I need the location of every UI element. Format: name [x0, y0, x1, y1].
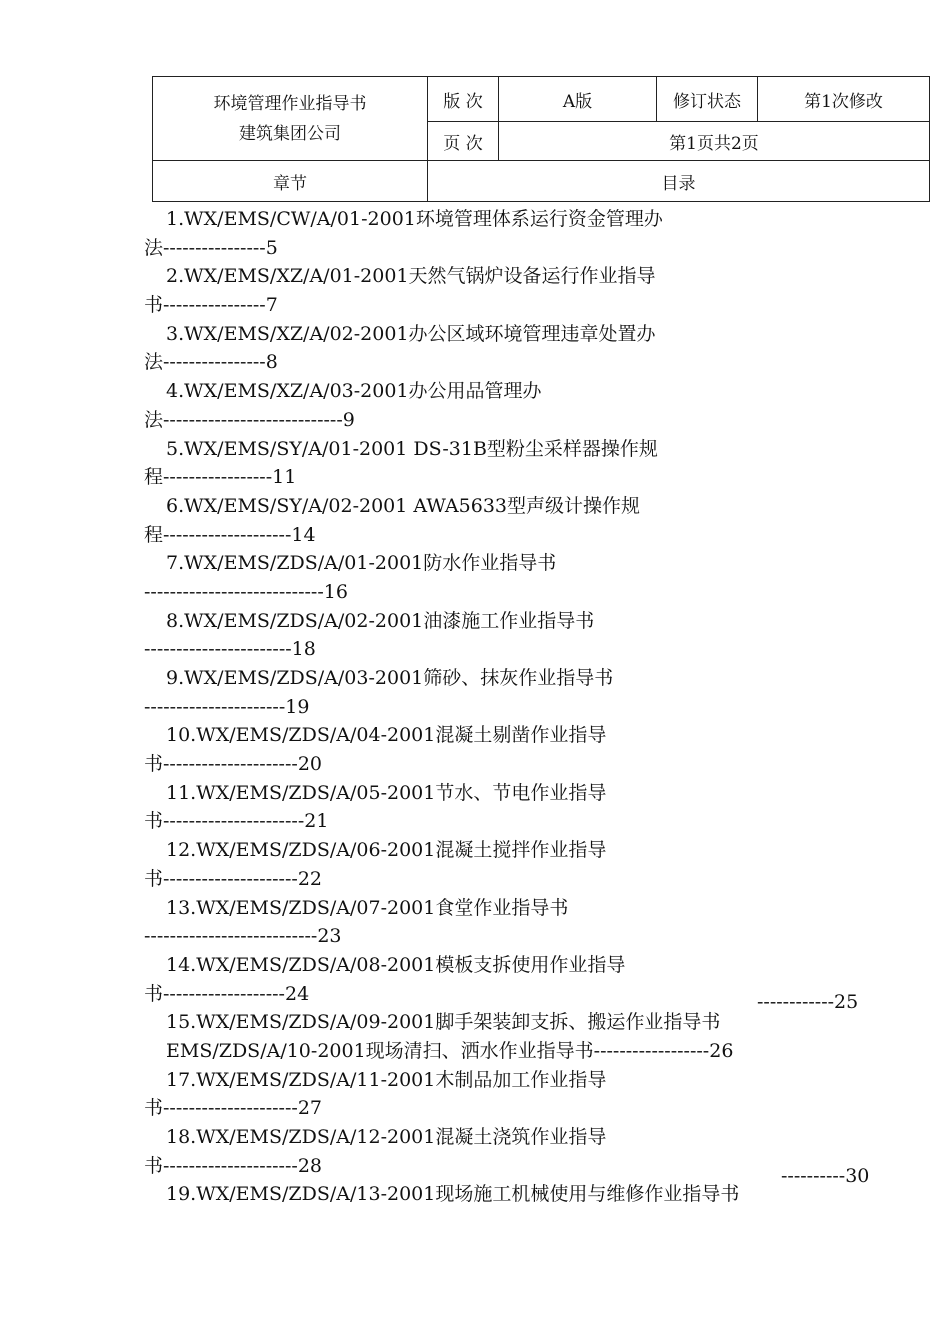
document-title: 环境管理作业指导书	[213, 93, 367, 114]
revision-value: 第1次修改	[758, 77, 930, 122]
toc-line: ---------------------------23	[144, 925, 342, 948]
toc-page-ref-25: ------------25	[757, 991, 859, 1013]
toc-line: 书----------------------21	[144, 810, 329, 833]
toc-line: 10.WX/EMS/ZDS/A/04-2001混凝土剔凿作业指导	[166, 724, 607, 747]
chapter-label: 章节	[153, 161, 428, 202]
toc-line: EMS/ZDS/A/10-2001现场清扫、洒水作业指导书------------------26	[166, 1039, 734, 1062]
toc-line: ----------------------19	[144, 695, 310, 718]
edition-label: 版 次	[428, 77, 499, 122]
toc-line: 12.WX/EMS/ZDS/A/06-2001混凝土搅拌作业指导	[166, 839, 607, 862]
toc-line: 程--------------------14	[144, 523, 316, 546]
document-title-cell	[153, 77, 428, 161]
revision-label: 修订状态	[657, 77, 758, 122]
toc-line: 法----------------5	[144, 236, 278, 259]
page-label: 页 次	[428, 122, 499, 161]
toc-line: 15.WX/EMS/ZDS/A/09-2001脚手架装卸支拆、搬运作业指导书	[166, 1011, 721, 1034]
toc-line: 11.WX/EMS/ZDS/A/05-2001节水、节电作业指导	[166, 781, 607, 804]
toc-line: 书-------------------24	[144, 982, 310, 1005]
toc-line: 书---------------------27	[144, 1097, 322, 1120]
contents-label: 目录	[428, 161, 930, 202]
toc-line: 8.WX/EMS/ZDS/A/02-2001油漆施工作业指导书	[166, 609, 595, 632]
company-name: 建筑集团公司	[239, 123, 341, 144]
toc-page-ref-30: ----------30	[781, 1165, 870, 1187]
toc-line: 13.WX/EMS/ZDS/A/07-2001食堂作业指导书	[166, 896, 569, 919]
table-of-contents	[144, 205, 764, 1209]
toc-line: 4.WX/EMS/XZ/A/03-2001办公用品管理办	[166, 380, 542, 403]
toc-line: 18.WX/EMS/ZDS/A/12-2001混凝土浇筑作业指导	[166, 1126, 607, 1148]
toc-line: 书---------------------20	[144, 753, 322, 776]
toc-line: 法----------------------------9	[144, 408, 355, 431]
toc-line: 17.WX/EMS/ZDS/A/11-2001木制品加工作业指导	[166, 1068, 607, 1091]
toc-line: 书---------------------22	[144, 867, 322, 890]
page-value: 第1页共2页	[499, 122, 930, 161]
edition-value: A版	[499, 77, 657, 122]
header-table	[152, 76, 930, 202]
toc-line: 书---------------------28	[144, 1154, 322, 1177]
toc-line: 1.WX/EMS/CW/A/01-2001环境管理体系运行资金管理办	[166, 208, 663, 230]
toc-line: -----------------------18	[144, 638, 316, 661]
toc-line: 14.WX/EMS/ZDS/A/08-2001模板支拆使用作业指导	[166, 953, 626, 976]
toc-line: 程-----------------11	[144, 466, 297, 489]
toc-line: 书----------------7	[144, 294, 278, 317]
toc-line: 7.WX/EMS/ZDS/A/01-2001防水作业指导书	[166, 552, 557, 575]
toc-line: ----------------------------16	[144, 580, 348, 603]
toc-line: 3.WX/EMS/XZ/A/02-2001办公区域环境管理违章处置办	[166, 322, 656, 345]
toc-line: 9.WX/EMS/ZDS/A/03-2001筛砂、抹灰作业指导书	[166, 667, 614, 689]
toc-line: 法----------------8	[144, 351, 278, 374]
toc-line: 6.WX/EMS/SY/A/02-2001 AWA5633型声级计操作规	[166, 494, 641, 517]
toc-line: 19.WX/EMS/ZDS/A/13-2001现场施工机械使用与维修作业指导书	[166, 1183, 740, 1206]
toc-line: 2.WX/EMS/XZ/A/01-2001天然气锅炉设备运行作业指导	[166, 265, 656, 288]
toc-line: 5.WX/EMS/SY/A/01-2001 DS-31B型粉尘采样器操作规	[166, 437, 658, 460]
